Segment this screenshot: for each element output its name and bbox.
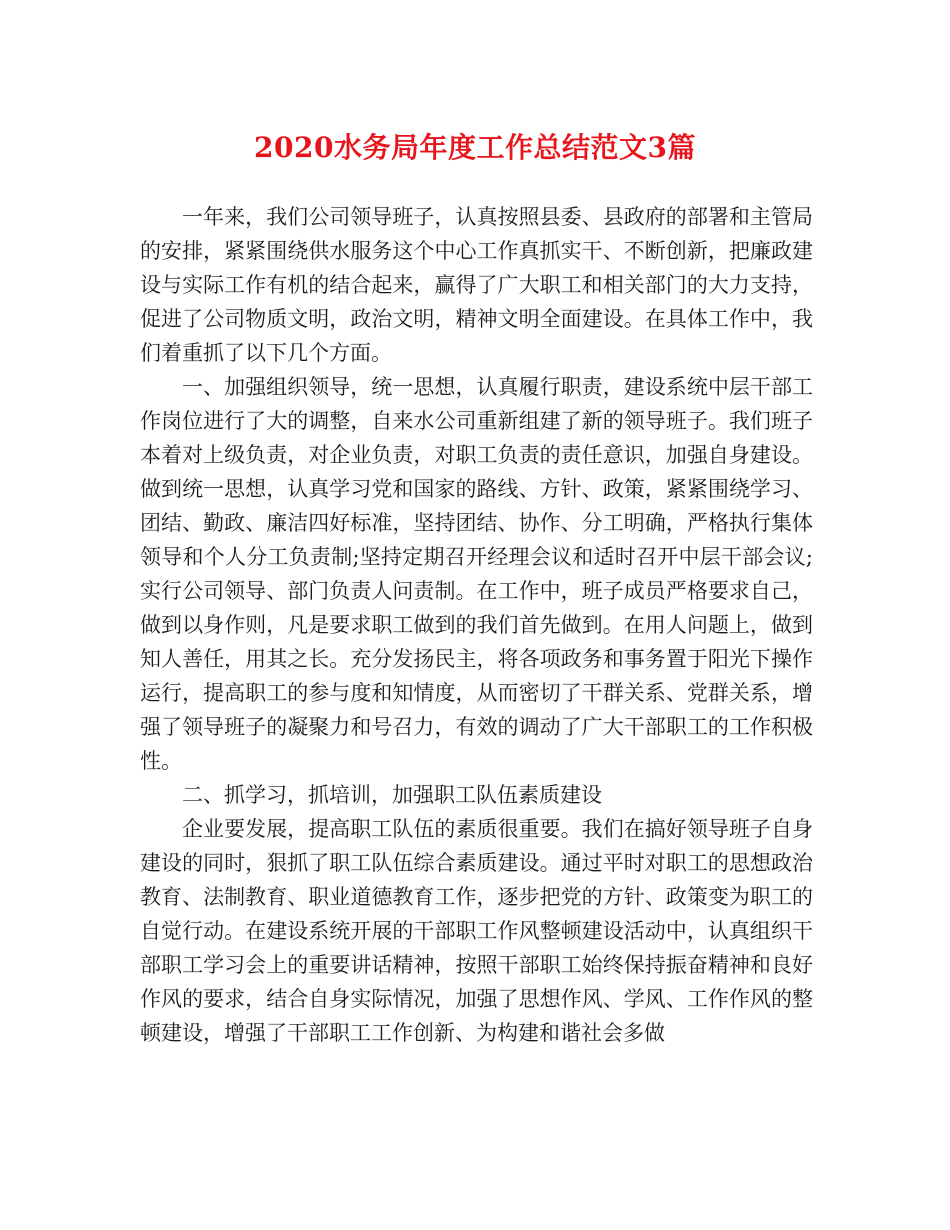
paragraph-section-1: 一、加强组织领导，统一思想，认真履行职责，建设系统中层干部工作岗位进行了大的调整，自来水公司重新组建了新的领导班子。我们班子本着对上级负责，对企业负责，对职工负责的责任意识，加强自身建设。做到统一思想，认真学习党和国家的路线、方针、政策，紧紧围绕学习、团结、勤政、廉洁四好标准，坚持团结、协作、分工明确，严格执行集体领导和个人分工负责制;坚持定期召开经理会议和适时召开中层干部会议;实行公司领导、部门负责人问责制。在工作中，班子成员严格要求自己，做到以身作则，凡是要求职工做到的我们首先做到。在用人问题上，做到知人善任，用其之长。充分发扬民主，将各项政务和事务置于阳光下操作运行，提高职工的参与度和知情度，从而密切了干群关系、党群关系，增强了领导班子的凝聚力和号召力，有效的调动了广大干部职工的工作积极性。 — [140, 375, 813, 773]
paragraph-intro: 一年来，我们公司领导班子，认真按照县委、县政府的部署和主管局的安排，紧紧围绕供水服务这个中心工作真抓实干、不断创新，把廉政建设与实际工作有机的结合起来，赢得了广大职工和相关部门的大力支持，促进了公司物质文明，政治文明，精神文明全面建设。在具体工作中，我们着重抓了以下几个方面。 — [140, 205, 813, 365]
document-body — [140, 200, 813, 1050]
document-title: 2020水务局年度工作总结范文3篇 — [254, 131, 696, 164]
section-heading-2: 二、抓学习，抓培训，加强职工队伍素质建设 — [182, 783, 602, 807]
paragraph-section-2: 企业要发展，提高职工队伍的素质很重要。我们在搞好领导班子自身建设的同时，狠抓了职工队伍综合素质建设。通过平时对职工的思想政治教育、法制教育、职业道德教育工作，逐步把党的方针、政策变为职工的自觉行动。在建设系统开展的干部职工作风整顿建设活动中，认真组织干部职工学习会上的重要讲话精神，按照干部职工始终保持振奋精神和良好作风的要求，结合自身实际情况，加强了思想作风、学风、工作作风的整顿建设，增强了干部职工工作创新、为构建和谐社会多做 — [140, 817, 813, 1045]
